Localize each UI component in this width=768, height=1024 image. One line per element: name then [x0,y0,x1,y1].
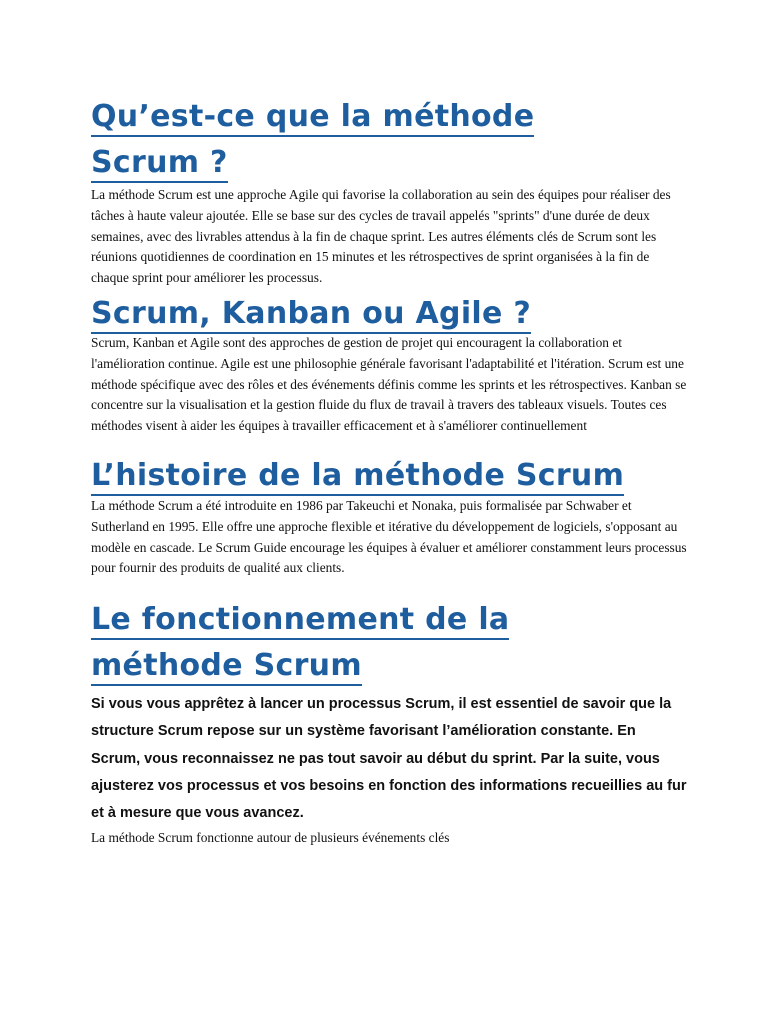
heading-scrum-kanban-agile [91,291,688,337]
paragraph-what-is-scrum: La méthode Scrum est une approche Agile qui favorise la collaboration au sein des équipes pour réaliser des tâches à haute valeur ajoutée. Elle se base sur des cycles de travail appelés "sprints" d'une durée de deux semaines, avec des livrables attendus à la fin de chaque sprint. Les autres éléments clés de Scrum sont les réunions quotidiennes de coordination en 15 minutes et les rétrospectives de sprint organisées à la fin de chaque sprint pour améliorer les processus. [91,187,671,286]
heading-line: Scrum ? [91,145,228,183]
heading-how-scrum-works [91,597,688,689]
lead-paragraph-how-scrum-works: Si vous vous apprêtez à lancer un processus Scrum, il est essentiel de savoir que la structure Scrum repose sur un système favorisant l’amélioration constante. En Scrum, vous reconnaissez ne pas tout savoir au début du sprint. Par la suite, vous ajusterez vos processus et vos besoins en fonction des informations recueillies au fur et à mesure que vous avancez. [91,696,687,821]
paragraph-key-events: La méthode Scrum fonctionne autour de plusieurs événements clés [91,830,450,846]
heading-line: L’histoire de la méthode Scrum [91,458,624,496]
heading-line: Le fonctionnement de la [91,602,509,640]
paragraph-history-scrum: La méthode Scrum a été introduite en 1986 par Takeuchi et Nonaka, puis formalisée par Schwaber et Sutherland en 1995. Elle offre une approche flexible et itérative du développement de logiciels, s'opposant au modèle en cascade. Le Scrum Guide encourage les équipes à évaluer et améliorer constamment leurs processus pour fournir des produits de qualité aux clients. [91,497,687,576]
heading-history-scrum [91,453,688,499]
heading-what-is-scrum [91,94,688,186]
heading-line: Qu’est-ce que la méthode [91,99,534,137]
heading-line: Scrum, Kanban ou Agile ? [91,296,531,334]
heading-line: méthode Scrum [91,648,362,686]
paragraph-scrum-kanban-agile: Scrum, Kanban et Agile sont des approches de gestion de projet qui encouragent la collaboration et l'amélioration continue. Agile est une philosophie générale favorisant l'adaptabilité et l'itération. Scrum est une méthode spécifique avec des rôles et des événements définis comme les sprints et les rétrospectives. Kanban se concentre sur la visualisation et la gestion fluide du flux de travail à travers des tableaux visuels. Toutes ces méthodes visent à aider les équipes à travailler efficacement et à s'améliorer continuellement [91,334,687,434]
